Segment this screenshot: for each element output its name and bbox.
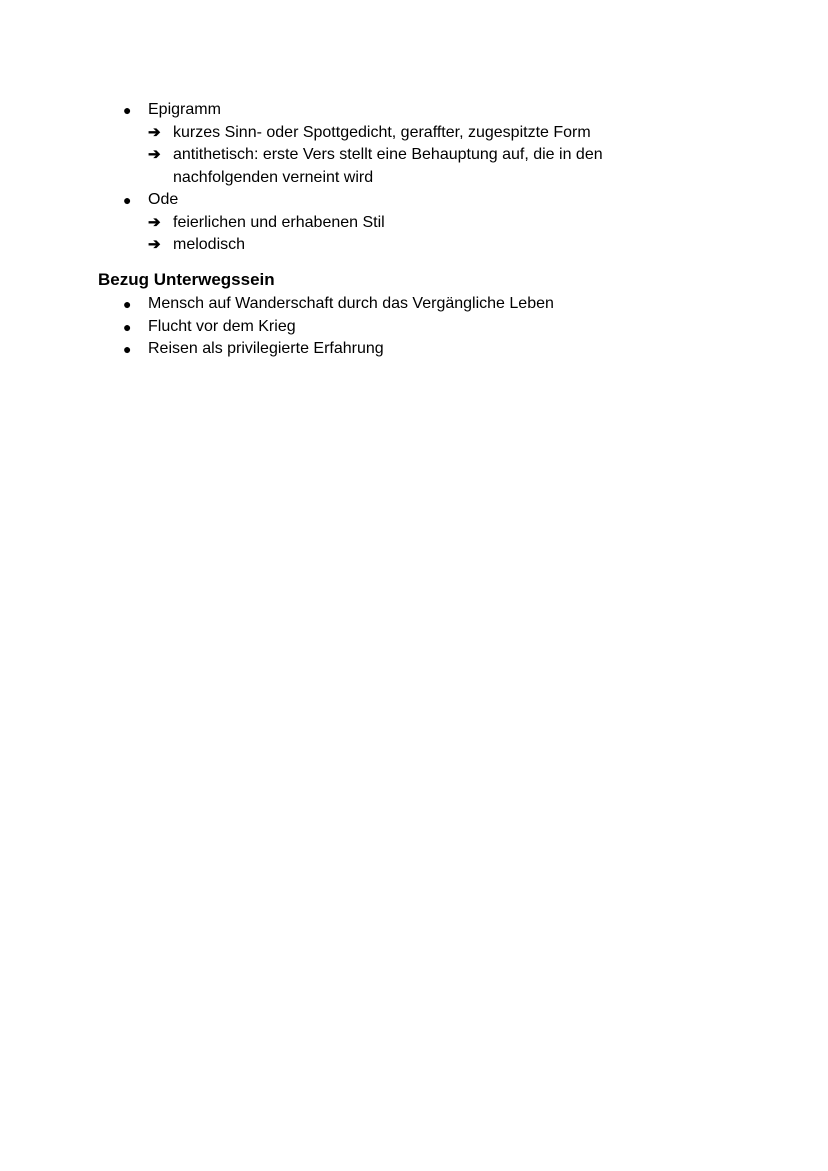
list-item — [123, 316, 554, 339]
arrow-right-icon: ➔ — [148, 146, 161, 163]
item-text: Flucht vor dem Krieg — [148, 317, 296, 335]
form-label: Epigramm — [148, 101, 221, 118]
sub-list-item — [148, 234, 643, 257]
arrow-right-icon: ➔ — [148, 236, 161, 253]
bullet-dot-icon: ● — [123, 341, 132, 357]
item-text: Mensch auf Wanderschaft durch das Vergängliche Leben — [148, 295, 554, 312]
poem-forms-list — [123, 99, 643, 257]
form-label: Ode — [148, 191, 179, 208]
ode-points — [148, 212, 643, 257]
list-item-ode — [123, 189, 643, 257]
arrow-right-icon: ➔ — [148, 213, 161, 231]
bullet-dot-icon: ● — [123, 192, 132, 208]
bullet-dot-icon: ● — [123, 296, 132, 312]
point-text: melodisch — [173, 236, 246, 253]
sub-list-item — [148, 212, 643, 235]
sub-list-item — [148, 122, 643, 145]
list-item — [123, 338, 554, 361]
list-item — [123, 293, 554, 316]
section-heading: Bezug Unterwegssein — [98, 270, 275, 289]
bullet-dot-icon: ● — [123, 102, 132, 118]
epigramm-points — [148, 122, 643, 190]
bezug-list — [123, 293, 554, 361]
item-text: Reisen als privilegierte Erfahrung — [148, 340, 384, 357]
arrow-right-icon: ➔ — [148, 123, 161, 141]
bullet-dot-icon: ● — [123, 318, 132, 335]
list-item-epigramm — [123, 99, 643, 189]
point-text: feierlichen und erhabenen Stil — [173, 213, 385, 231]
point-text: antithetisch: erste Vers stellt eine Behauptung auf, die in den nachfolgenden verneint wird — [173, 146, 603, 186]
point-text: kurzes Sinn- oder Spottgedicht, geraffter, zugespitzte Form — [173, 123, 591, 141]
sub-list-item — [148, 144, 643, 189]
